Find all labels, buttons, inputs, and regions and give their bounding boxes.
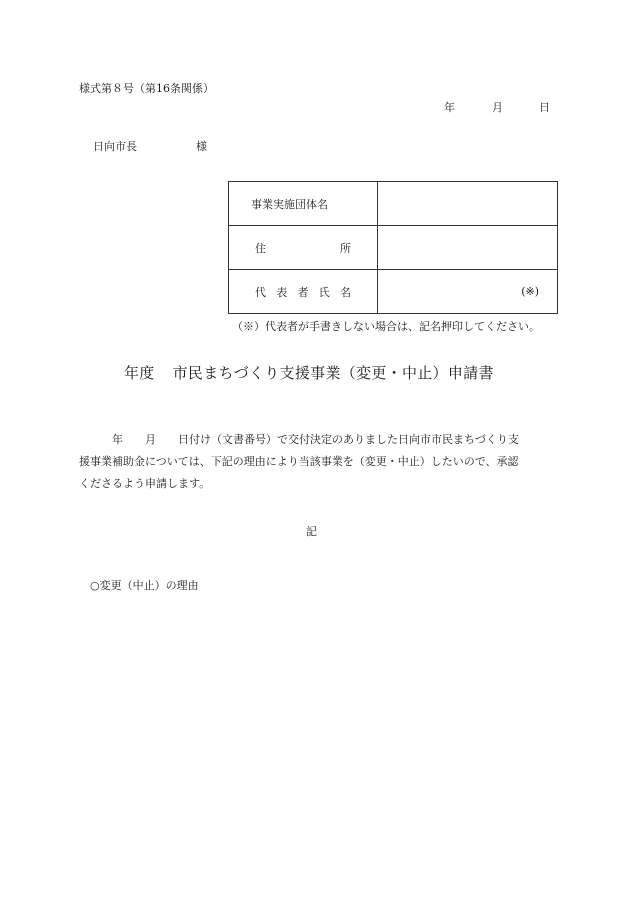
representative-label-char: 名 [340,285,351,299]
ki-heading: 記 [306,525,317,538]
address-label [229,226,378,270]
representative-mark: (※) [521,285,539,298]
address-field [378,226,558,270]
representative-field [378,270,558,314]
address-row [229,226,558,270]
body-line: 年 月 日付け（文書番号）で交付決定のありました日向市市民まちづくり支 [79,433,519,446]
title-main: 市民まちづくり支援事業（変更・中止）申請書 [172,364,494,382]
representative-row [229,270,558,314]
addressee-honorific: 様 [196,140,207,153]
representative-label-char: 代 [255,285,266,299]
representative-label-char: 表 [276,285,288,299]
org-name-field [378,182,558,226]
body-paragraph [79,429,551,495]
body-line: 援事業補助金については、下記の理由により当該事業を（変更・中止）したいので、承認 [79,455,519,468]
reason-label: ○変更（中止）の理由 [90,579,199,592]
address-label-char: 所 [340,241,351,255]
date-line [444,99,550,115]
representative-label-char: 者 [297,285,309,299]
address-label-char: 住 [255,241,266,255]
representative-label [229,270,378,314]
org-name-row [229,182,558,226]
representative-label-char: 氏 [318,285,330,299]
org-name-label: 事業実施団体名 [229,182,378,226]
title-year-part: 年度 [124,364,155,382]
date-month: 月 [492,101,503,114]
addressee [93,138,207,154]
date-day: 日 [539,101,550,114]
signature-note: （※）代表者が手書きしない場合は、記名押印してください。 [232,320,540,333]
date-year: 年 [444,101,455,114]
addressee-name: 日向市長 [93,140,137,153]
applicant-table [228,181,558,314]
form-number: 様式第８号（第16条関係） [79,82,214,95]
body-line: くださるよう申請します。 [79,477,211,490]
document-title [124,362,494,383]
